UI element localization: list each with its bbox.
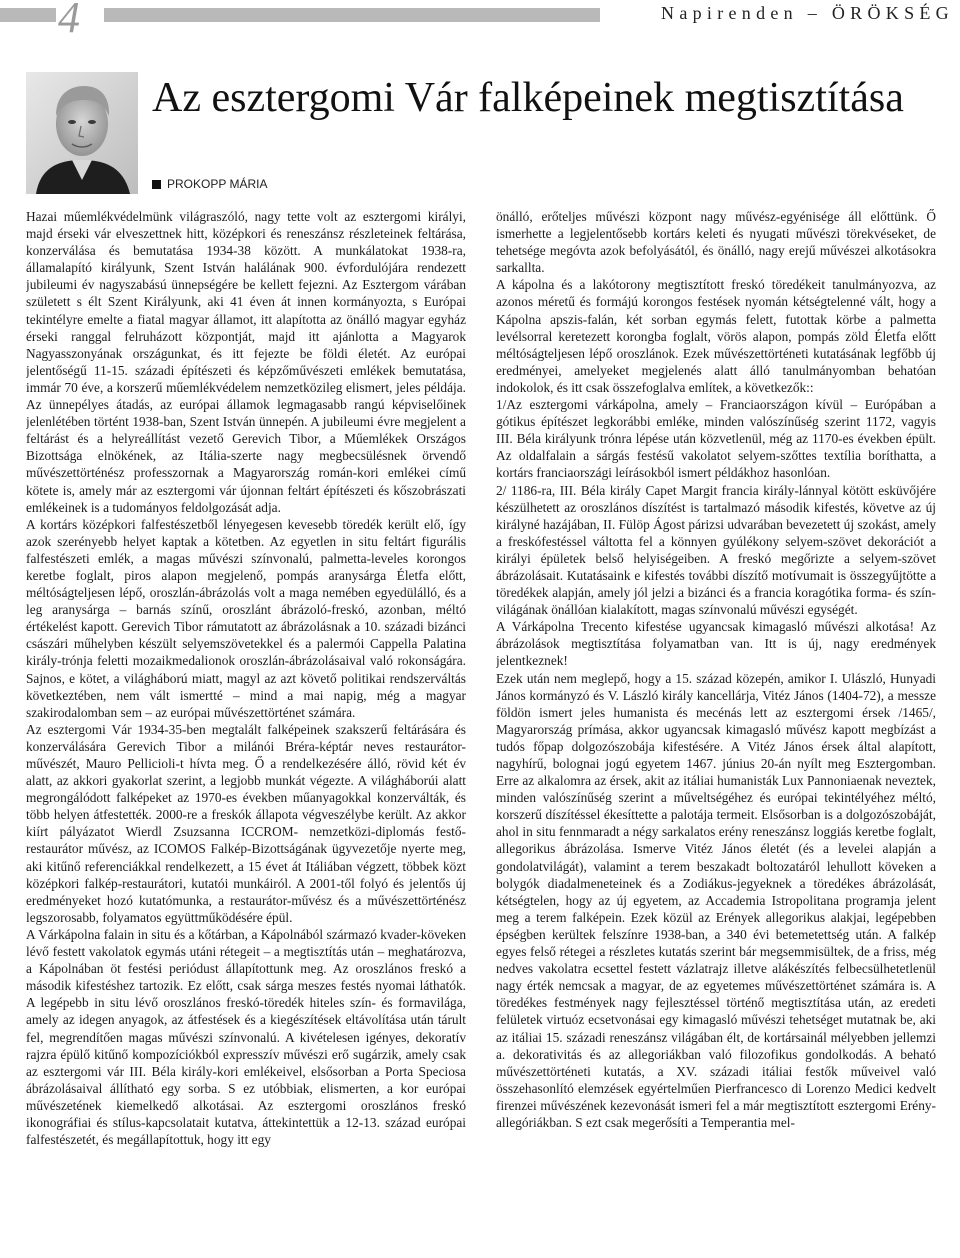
author-portrait — [26, 72, 138, 194]
paragraph: Ezek után nem meglepő, hogy a 15. század közepén, amikor I. Ulászló, Hunyadi János kormányzó és V. László király kancellárja, Vitéz János (1404-72), a messze földön ismert jeles humanista és mecénás lett az esztergomi érsek /1465/, Magyarország prímása, akkor ugyancsak kimagasló művész kapott megbízást a tudós főpap dolgozószobája kifestésére. A Vitéz János érsek által alapított, nagyhírű, bolognai jogú egyetem 1467. június 20-án nyílt meg Esztergomban. Erre az alkalomra az érsek, akit az itáliai humanisták Lux Pannoniaenak neveztek, minden valószínűség szerint a műveltségéhez és európai tekintélyéhez méltó, korszerű díszítéssel ékesíttette a palotája termeit. Elsősorban is a dolgozószobáját, ahol in situ fennmaradt a négy sarkalatos erény reneszánsz loggiás keretbe foglalt, allegorikus ábrázolása. Ismerve Vitéz János életét (és a levelei alapján a gondolatvilágát), valamint a terem beszakadt boltozatáról lehullott köveken a bolygók diadalmeneteinek és a Zodiákus-jegyeknek a töredékes ábrázolását, kétségtelen, hogy az új egyetem, az Accademia Istropolitana programja jelent meg a terem falképein. Ezek közül az Erények allegorikus alakjai, legépebben épségben kerültek felszínre 1938-ban, a 340 évi betemetettség után. A falkép egyes felső rétegei a részletes kutatás szerint bár megsemmisültek, de a friss, még nedves vakolatra ecsettel festett vázlatrajz illetve alákészítés felbecsülhetetlenül nagy érték nemcsak a magyar, de az egyetemes művészettörténet számára is. A töredékes festmények nagy fejlesztéssel történő megtisztítása után, az eredeti felületek virtuóz ecsetvonásai egy kimagasló művészi tehetséget mutatnak be, aki az itáliai 15. századi reneszánsz világában élt, de kortársainál mélyebben jellemzi a. dekorativitás és az allegoriákban való filozofikus gondolkodás. A beható művészettörténeti kutatás, a XV. századi itáliai festők műveivel való összehasonlító elemzések egyértelműen Pierfrancesco di Lorenzo Medici kedvelt firenzei művészének kezevonását ismeri fel a már megtisztított esztergomi Erény-allegóriákban. S ezt csak megerősíti a Temperantia mel- — [496, 670, 936, 1130]
paragraph: 2/ 1186-ra, III. Béla király Capet Margit francia király-lánnyal kötött esküvőjére készülhetett az oroszlános díszítést is tartalmazó második kifestés, követve az új királyné hazájában, II. Fülöp Ágost párizsi udvarában bevezetett új szokást, amely a freskófestéssel váltotta fel a könnyen gyúlékony selyem-szövet dekorációt a királyi épületek belső helyiségeiben. A freskó megőrizte a selyem-szövet ábrázolásait. Kutatásaink e kifestés további díszítő motívumait is összegyűjtötte a töredékek alapján, amely jól jelzi a bizánci és a francia koragótika forma- és szín-világának önállóan kialakított, magas színvonalú művészi egységét. — [496, 482, 936, 618]
paragraph: Az esztergomi Vár 1934-35-ben megtalált falképeinek szakszerű feltárására és konzerválására Gerevich Tibor a milánói Bréra-képtár neves restaurátor-művészét, Mauro Pellicioli-t hívta meg. Ő a rendelkezésére álló, rövid két év alatt, az akkori gyakorlat szerint, a legjobb munkát végezte. A világháborúi alatt megrongálódott falképeket az 1970-es években műanyagokkal konzerválták, és több helyen átfestették. 2000-re a freskók állapota végveszélybe került. Az akkor kiírt pályázatot Wierdl Zsuzsanna ICCROM- nemzetközi-diplomás festő-restaurátor művész, az ICOMOS Falkép-Bizottságának ügyvezetője nyerte meg, aki kitűnő referenciákkal rendelkezett, a 15 évet át Itáliában végzett, többek közt középkori falkép-restaurátori, kutatói munkáiról. A 2001-től folyó és jelentős új eredményeket hozó kutatómunka, a restaurátor-művész és a művészettörténész legszorosabb, folyamatos együttműködésére épül. — [26, 721, 466, 925]
section-heading: Napirenden – ÖRÖKSÉG — [661, 3, 954, 23]
paragraph: A Várkápolna Trecento kifestése ugyancsak kimagasló művészi alkotása! Az ábrázolások megtisztítása folyamatban van. Itt is új, nagy eredmények jelentkeznek! — [496, 619, 936, 669]
author-portrait-image — [26, 72, 138, 194]
paragraph: A kortárs középkori falfestészetből lényegesen kevesebb töredék került elő, így azok szerényebb helyet kaptak a kötetben. Az egyetlen in situ feltárt figurális falfestészeti emlék, a magas művészi színvonalú, palmetta-leveles korongos keretbe foglalt, piros alapon megjelenő, pompás aranysárga Életfa előtt, méltóságteljesen lépő, oroszlán-ábrázolás volt a maga nemében egyedülálló, és a leg aranysárga – barnás színű, oroszlánt ábrázoló-freskó, azonban, méltó értékelést kapott. Gerevich Tibor rámutatott az ábrázolásnak a 10. századi bizánci császári műhelyben készült selyemszövetekkel és a palermói Cappella Palatina király-trónja feletti mozaikmedalionok oroszlán-ábrázolásaival való rokonságára. Sajnos, e kötet, a világháború miatt, magyl az azt követő politikai rendszerváltás következtében, nem vált ismertté – mind a mai napig, még a magyar szakirodalomban sem – az európai művészettörténet számára. — [26, 516, 466, 720]
header-bar-left — [0, 8, 56, 22]
paragraph: Hazai műemlékvédelmünk világraszóló, nagy tette volt az esztergomi királyi, majd érseki vár elveszettnek hitt, középkori és reneszánsz részleteinek feltárása, konzerválása és bemutatása 1934-38 között. A munkálatokat 1938-ra, államalapító királyunk, Szent István halálának 900. évfordulójára rendezett jubileumi év nagyszabású ünnepségére be kellett fejezni. Az Esztergom várában született s élt Szent Királyunk, aki 41 éven át innen kormányozta, s Európai tekintélyre emelte a fiatal magyar államot, itt alapította az önálló magyar egyház érseki ranggal felruházott központját, majd itt ajánlotta a Magyarok Nagyasszonyának országunkat, és itt fejezte be földi életét. Az európai jelentőségű 11-15. századi építészeti és képzőművészeti emlékek bemutatása, immár 70 éve, a korszerű műemlékvédelem nemzetközileg elismert, jeles példája. Az ünnepélyes átadás, az európai államok legmagasabb rangú képviselőinek jelenlétében történt 1938-ban, Szent István ünnepén. A jubileumi évre megjelent a feltárást és a helyreállítást vezető Gerevich Tibor, a Műemlékek Országos Bizottsága elnökének, az Itália-szerte nagy megbecsülésnek örvendő művészettörténész professzornak a Magyarország román-kori emlékei című kötete is, amely már az esztergomi vár újonnan feltárt építészeti és kőszobrászati emlékeinek is a tudományos feldolgozását adja. — [26, 209, 466, 515]
article-title: Az esztergomi Vár falképeinek megtisztítása — [152, 75, 904, 121]
header-bar-right — [104, 8, 600, 22]
author-byline — [152, 176, 267, 192]
right-column — [496, 208, 936, 1254]
paragraph: A Várkápolna falain in situ és a kőtárban, a Kápolnából származó kvader-köveken lévő festett vakolatok egymás utáni rétegeit – a megtisztítás után – meghatározva, a Kápolnában öt festési periódust állapítottunk meg. Az oroszlános freskó a második kifestéshez tartozik. Ez előtt, csak sárga meszes festés nyomai láthatók. A legépebb in situ lévő oroszlános freskó-töredék hiteles szín- és formavilága, amely az idegen anyagok, az átfestések és a kiegészítések eltávolítása után tárult fel, megrendítően magas művészi színvonalú. A kivételesen igényes, dekoratív rajzra épülő kitűnő kompozíciókból expresszív művészi erő sugárzik, amely csak az esztergomi vár III. Béla király-kori emlékeivel, elsősorban a Porta Speciosa ábrázolásaival állítható egy sorba. S ez utóbbiak, elismerten, a kor európai művészetének kiemelkedő alkotásai. Az esztergomi oroszlános freskó ikonográfiai és stílus-kapcsolatait kutatva, áttekintettük a 12-13. század európai falfestészetét, és megállapítottuk, hogy itt egy — [26, 926, 466, 1148]
author-name: PROKOPP MÁRIA — [167, 177, 268, 191]
paragraph: önálló, erőteljes művészi központ nagy művész-egyénisége áll előttünk. Ő ismerhette a legjelentősebb kortárs keleti és nyugati művészi törekvéseket, de tehetsége megóvta azok befolyásától, és önálló, nagy erejű művészei alkotásokra sarkallta. — [496, 209, 936, 276]
paragraph: A kápolna és a lakótorony megtisztított freskó töredékeit tanulmányozva, az azonos méretű és formájú korongos festések nyomán kétségtelenné vált, hogy a Kápolna apszis-falán, két sorban egymás felett, futottak körbe a palmetta levélsorral keretezett korongba foglalt, vörös alapon, pompás zöld Életfa előtt méltóságteljesen lépő oroszlánok. Ezek művészettörténeti kutatásának legfőbb új eredményei, amelyeket megjelenés alatt álló tanulmányomban behatóan indokolok, és itt csak összefoglalva említek, a következők:: — [496, 277, 936, 395]
byline-square-icon — [152, 180, 161, 189]
page-number: 4 — [58, 0, 80, 42]
left-column — [26, 208, 466, 1254]
paragraph: 1/Az esztergomi várkápolna, amely – Franciaországon kívül – Európában a gótikus építészet legkorábbi emléke, minden valószínűség szerint 1172, vagyis III. Béla királyunk trónra lépése után közvetlenül, még az 1170-es években épült. Az oldalfalain a sárgás festésű vakolatot selyem-szőttes textília boríthatta, a kortárs franciaországi leírásokból ismert példákhoz hasonlóan. — [496, 397, 936, 481]
